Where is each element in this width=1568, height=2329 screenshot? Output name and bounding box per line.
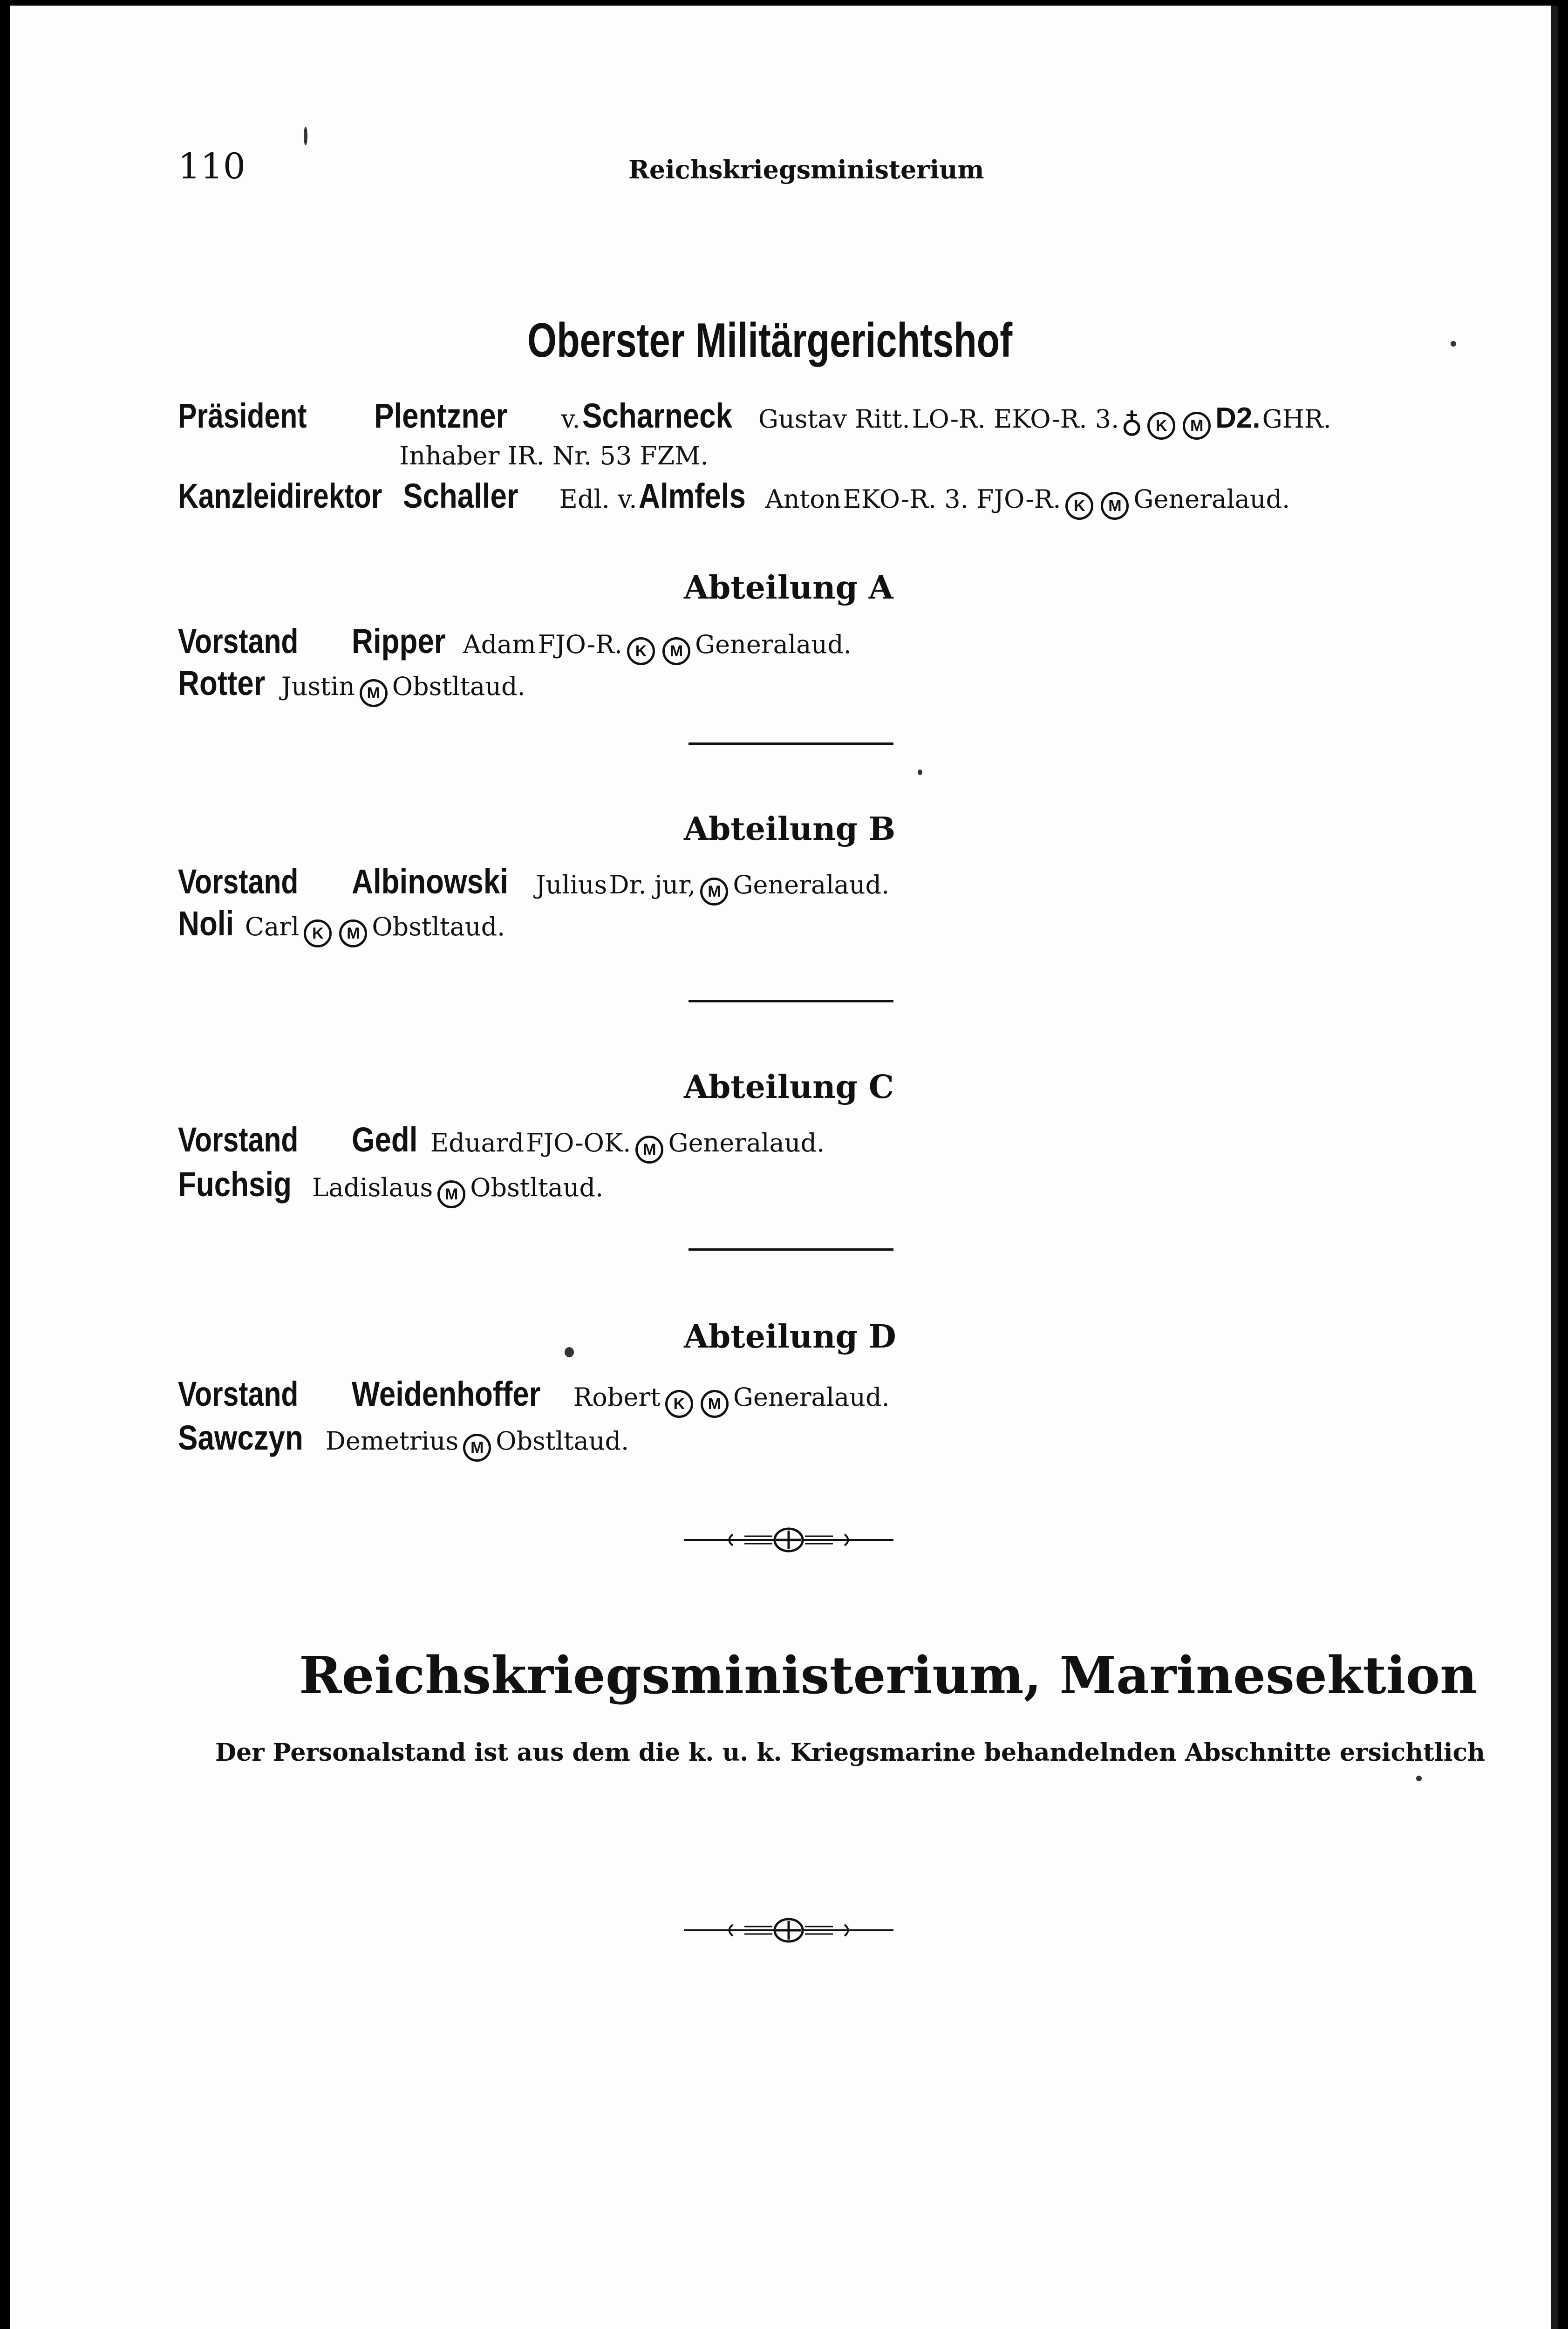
rank: Generalaud. [733, 1382, 890, 1412]
surname: Noli [178, 904, 234, 943]
entry-row [178, 1164, 603, 1208]
m-symbol-icon: M [463, 1434, 491, 1462]
entry-row [178, 621, 852, 665]
m-symbol-icon: M [700, 878, 728, 906]
entry-row [178, 904, 505, 947]
scan-speck [304, 127, 307, 145]
m-symbol-icon: M [360, 679, 388, 707]
navy-note: Der Personalstand ist aus dem die k. u. k. Kriegsmarine behandelnden Abschnitte ersichtlich [215, 1738, 1485, 1767]
scan-speck [918, 770, 922, 775]
president-line [178, 396, 1331, 443]
surname: Rotter [178, 664, 266, 702]
section-title-d: Abteilung D [684, 1318, 896, 1355]
entry-row [178, 663, 525, 707]
rank: Obstltaud. [392, 672, 525, 701]
m-symbol-icon: M [662, 637, 690, 665]
section-title-c: Abteilung C [684, 1069, 894, 1106]
order-cross-icon: ♁ [1121, 409, 1143, 443]
rank: GHR. [1262, 404, 1331, 434]
role-label: Präsident [178, 396, 307, 435]
scan-speck [1451, 341, 1456, 347]
particle: Edl. v. [559, 484, 637, 514]
surname: Weidenhoffer [352, 1375, 541, 1413]
rank: Obstltaud. [496, 1426, 629, 1456]
surname: Albinowski [352, 862, 509, 901]
role-label: Vorstand [178, 1120, 299, 1159]
given-name: Justin [281, 672, 355, 701]
divider-rule [689, 1000, 893, 1002]
k-symbol-icon: K [665, 1390, 693, 1418]
scan-edge [1551, 6, 1558, 2329]
surname: Fuchsig [178, 1165, 292, 1204]
scan-speck [565, 1347, 574, 1357]
rank: Generalaud. [733, 870, 890, 899]
given-name: Carl [245, 912, 300, 941]
given-name: Adam [463, 630, 536, 659]
m-symbol-icon: M [1101, 492, 1129, 520]
given-name: Eduard [430, 1128, 525, 1158]
given-name: Demetrius [325, 1426, 459, 1456]
m-symbol-icon: M [1183, 412, 1211, 440]
surname: Ripper [352, 622, 446, 661]
entry-row [178, 1418, 629, 1462]
surname-2: Almfels [639, 477, 746, 515]
role-label: Vorstand [178, 1375, 299, 1413]
rank: Obstltaud. [372, 912, 505, 941]
surname: Plentzner [374, 396, 508, 435]
section-title-a: Abteilung A [684, 569, 893, 606]
surname: Gedl [352, 1120, 418, 1159]
rank: Obstltaud. [470, 1173, 604, 1202]
k-symbol-icon: K [1065, 492, 1093, 520]
ornament-divider [684, 1526, 893, 1554]
entry-row [178, 862, 889, 906]
awards: LO-R. EKO-R. 3. [912, 404, 1119, 434]
given-name: Ladislaus [312, 1173, 433, 1202]
main-title: Oberster Militärgerichtshof [527, 313, 1013, 368]
particle: v. [561, 404, 580, 434]
m-symbol-icon: M [339, 919, 367, 947]
k-symbol-icon: K [304, 919, 332, 947]
entry-row [178, 1120, 825, 1164]
m-symbol-icon: M [635, 1136, 663, 1164]
divider-rule [689, 1248, 893, 1251]
surname: Schaller [402, 477, 518, 515]
awards: FJO-R. [538, 630, 622, 659]
awards: FJO-OK. [526, 1128, 631, 1158]
section-title-b: Abteilung B [684, 810, 896, 848]
ornament-divider [684, 1916, 893, 1944]
chancellery-line [178, 476, 1290, 520]
role-label: Vorstand [178, 862, 299, 901]
rank: Generalaud. [1133, 484, 1290, 514]
page-number: 110 [178, 145, 246, 187]
president-line-2: Inhaber IR. Nr. 53 FZM. [399, 441, 709, 470]
rank: Generalaud. [668, 1128, 825, 1158]
scan-speck [1416, 1776, 1422, 1781]
surname-2: Scharneck [582, 396, 732, 435]
document-page [10, 6, 1558, 2329]
k-symbol-icon: K [627, 637, 655, 665]
awards: EKO-R. 3. FJO-R. [843, 484, 1061, 514]
given-name: Gustav Ritt. [758, 404, 910, 434]
role-label: Kanzleidirektor [178, 477, 382, 515]
role-label: Vorstand [178, 622, 299, 661]
awards: Dr. jur, [609, 870, 696, 899]
surname: Sawczyn [178, 1418, 303, 1457]
k-symbol-icon: K [1147, 412, 1175, 440]
given-name: Julius [535, 870, 607, 899]
d2-mark: D2. [1215, 402, 1261, 434]
m-symbol-icon: M [437, 1180, 465, 1208]
given-name: Robert [573, 1382, 661, 1412]
rank: Generalaud. [695, 630, 852, 659]
m-symbol-icon: M [701, 1390, 729, 1418]
running-title: Reichskriegsministerium [628, 155, 984, 184]
given-name: Anton [765, 484, 841, 514]
section-heading-navy: Reichskriegsministerium, Marinesektion [299, 1645, 1478, 1705]
divider-rule [689, 742, 893, 745]
entry-row [178, 1374, 890, 1418]
